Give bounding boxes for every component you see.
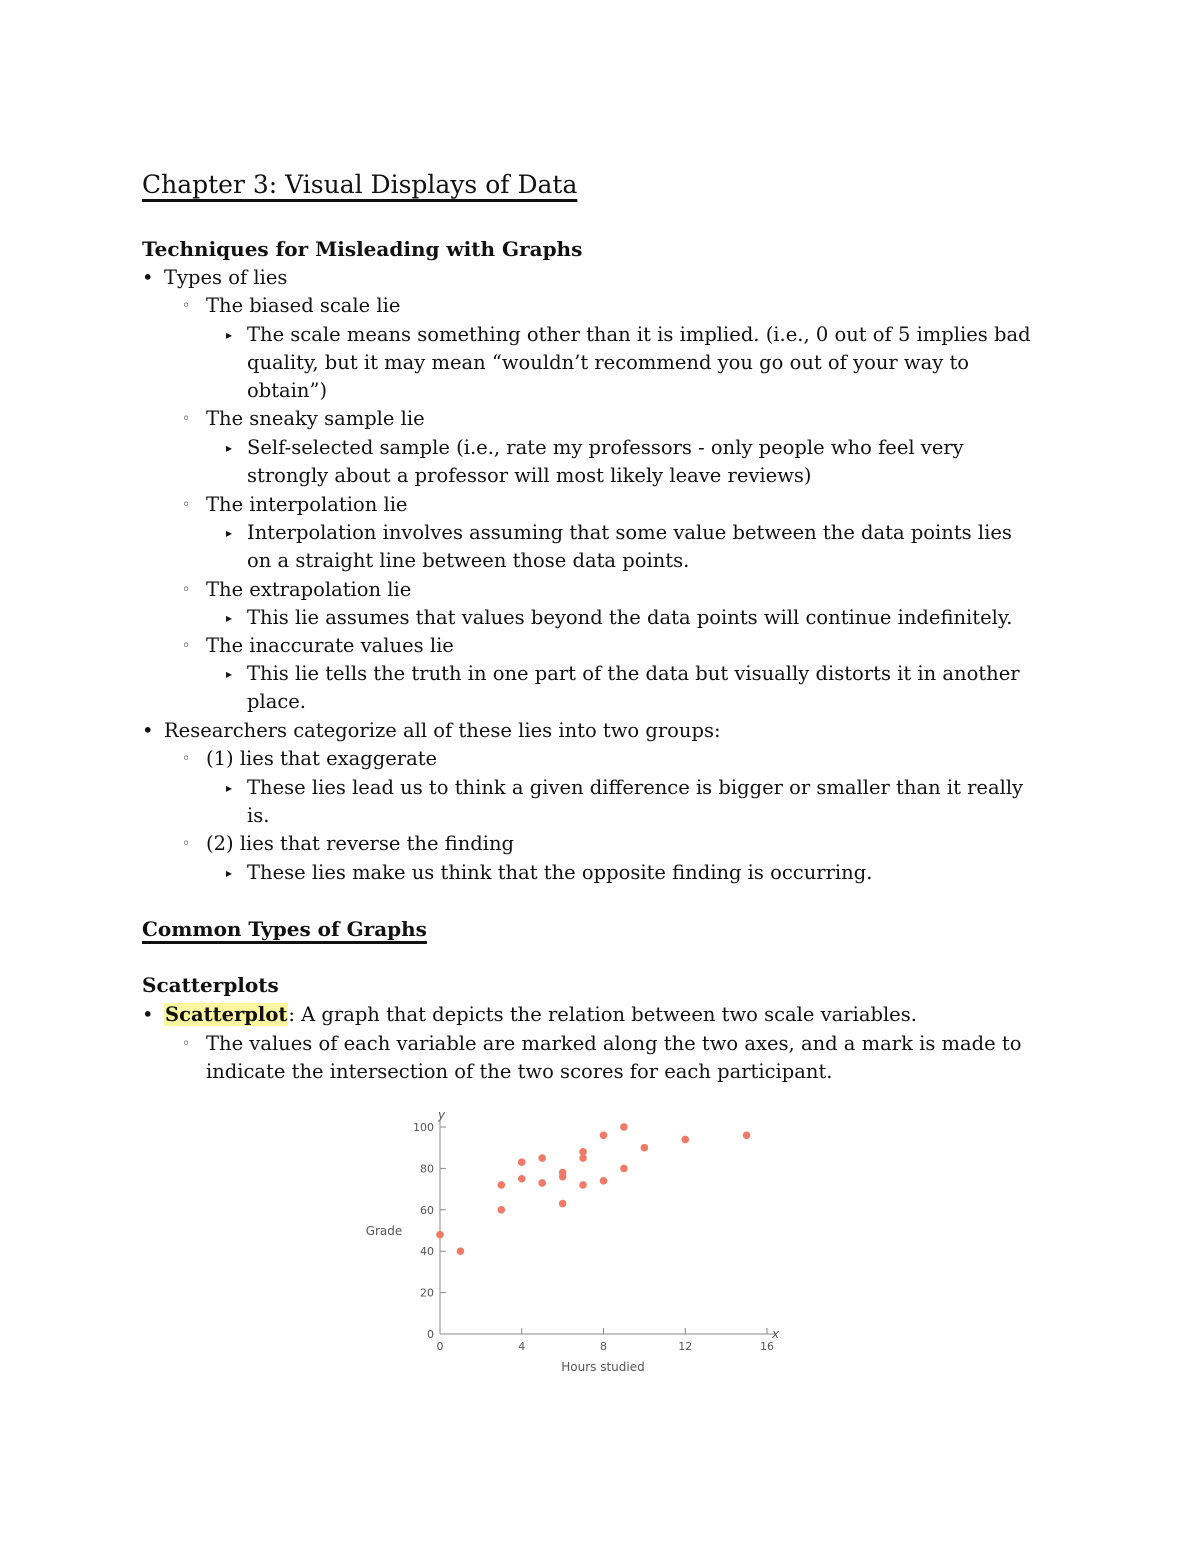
x-axis-letter: x: [772, 1327, 780, 1341]
bullet-arrow: ▸: [226, 526, 233, 540]
x-tick-label: 0: [436, 1340, 444, 1353]
data-point: [641, 1144, 649, 1152]
x-tick-label: 4: [518, 1340, 526, 1353]
bullet-dot: •: [142, 1003, 154, 1026]
data-point: [559, 1200, 567, 1208]
data-point: [600, 1177, 608, 1185]
chart-axes: [440, 1119, 775, 1334]
list-item-detail: The values of each variable are marked along the two axes, and a mark is made to: [206, 1032, 1022, 1055]
list-item-groups: Researchers categorize all of these lies into two groups:: [164, 719, 721, 742]
bullet-circle: ◦: [182, 751, 191, 767]
bullet-circle: ◦: [182, 582, 191, 598]
list-item-lie-name: The extrapolation lie: [206, 578, 412, 601]
list-item-group-name: (2) lies that reverse the finding: [206, 832, 515, 855]
y-tick-label: 80: [420, 1162, 434, 1176]
data-point: [518, 1175, 526, 1183]
list-item-lie-desc: The scale means something other than it is implied. (i.e., 0 out of 5 implies bad: [247, 323, 1031, 346]
y-axis-label: Grade: [365, 1224, 403, 1238]
bullet-circle: ◦: [182, 1036, 191, 1052]
list-item-group-desc: These lies lead us to think a given difference is bigger or smaller than it really: [247, 776, 1024, 799]
list-item-group-desc: is.: [247, 804, 270, 827]
list-item-group-name: (1) lies that exaggerate: [206, 747, 438, 770]
y-tick-label: 0: [427, 1328, 434, 1341]
x-tick-label: 16: [760, 1340, 774, 1353]
data-point: [559, 1169, 567, 1177]
list-item-lie-desc: obtain”): [247, 379, 328, 402]
definition-text: : A graph that depicts the relation between two scale variables.: [288, 1003, 917, 1026]
y-tick-label: 40: [420, 1245, 434, 1259]
data-point: [436, 1231, 444, 1239]
list-item-group-desc: These lies make us think that the opposite finding is occurring.: [247, 861, 873, 884]
list-item-lie-desc: Self-selected sample (i.e., rate my professors - only people who feel very: [247, 436, 964, 459]
bullet-arrow: ▸: [226, 611, 233, 625]
x-tick-label: 8: [600, 1340, 607, 1353]
list-item-lie-desc: This lie assumes that values beyond the data points will continue indefinitely.: [247, 606, 1013, 629]
bullet-dot: •: [142, 719, 154, 742]
data-point: [498, 1206, 506, 1214]
bullet-arrow: ▸: [226, 667, 233, 681]
bullet-arrow: ▸: [226, 328, 233, 342]
x-tick-label: 12: [678, 1340, 693, 1353]
list-item-lie-desc: quality, but it may mean “wouldn’t recommend you go out of your way to: [247, 351, 970, 374]
list-item-lie-desc: This lie tells the truth in one part of the data but visually distorts it in another: [247, 662, 1020, 685]
scatterplot-chart: [350, 1100, 800, 1390]
list-item-lie-desc: place.: [247, 690, 307, 713]
definition-line: [164, 1001, 917, 1029]
data-point: [743, 1131, 751, 1139]
data-point: [579, 1148, 587, 1156]
list-item-lie-name: The biased scale lie: [206, 294, 401, 317]
bullet-arrow: ▸: [226, 866, 233, 880]
data-point: [620, 1165, 628, 1173]
bullet-circle: ◦: [182, 638, 191, 654]
list-item-lie-desc: on a straight line between those data points.: [247, 549, 690, 572]
list-item-types-of-lies: Types of lies: [164, 266, 288, 289]
highlighted-term: Scatterplot: [165, 1003, 288, 1026]
section-heading-misleading: Techniques for Misleading with Graphs: [142, 237, 583, 261]
data-point: [579, 1181, 587, 1189]
bullet-circle: ◦: [182, 497, 191, 513]
list-item-lie-desc: strongly about a professor will most likely leave reviews): [247, 464, 812, 487]
list-item-lie-name: The sneaky sample lie: [206, 407, 425, 430]
section-heading-graph-types: Common Types of Graphs: [142, 917, 427, 941]
bullet-circle: ◦: [182, 836, 191, 852]
list-item-lie-desc: Interpolation involves assuming that some value between the data points lies: [247, 521, 1012, 544]
data-point: [681, 1136, 689, 1144]
list-item-detail: indicate the intersection of the two scores for each participant.: [206, 1060, 833, 1083]
data-point: [538, 1154, 546, 1162]
y-tick-label: 20: [420, 1286, 434, 1300]
subsection-heading-scatterplots: Scatterplots: [142, 973, 279, 997]
chart-ticks: [413, 1121, 774, 1353]
bullet-arrow: ▸: [226, 441, 233, 455]
page-title: Chapter 3: Visual Displays of Data: [142, 170, 578, 199]
list-item-lie-name: The inaccurate values lie: [206, 634, 454, 657]
chart-points: [436, 1123, 750, 1255]
x-axis-label: Hours studied: [561, 1360, 645, 1374]
data-point: [498, 1181, 506, 1189]
y-axis-letter: y: [438, 1108, 446, 1122]
bullet-dot: •: [142, 266, 154, 289]
list-item-lie-name: The interpolation lie: [206, 493, 408, 516]
data-point: [620, 1123, 628, 1131]
bullet-arrow: ▸: [226, 781, 233, 795]
y-tick-label: 60: [420, 1203, 434, 1217]
bullet-circle: ◦: [182, 411, 191, 427]
y-tick-label: 100: [413, 1121, 434, 1134]
bullet-circle: ◦: [182, 298, 191, 314]
data-point: [538, 1179, 546, 1187]
data-point: [600, 1131, 608, 1139]
data-point: [518, 1158, 526, 1166]
data-point: [457, 1247, 465, 1255]
